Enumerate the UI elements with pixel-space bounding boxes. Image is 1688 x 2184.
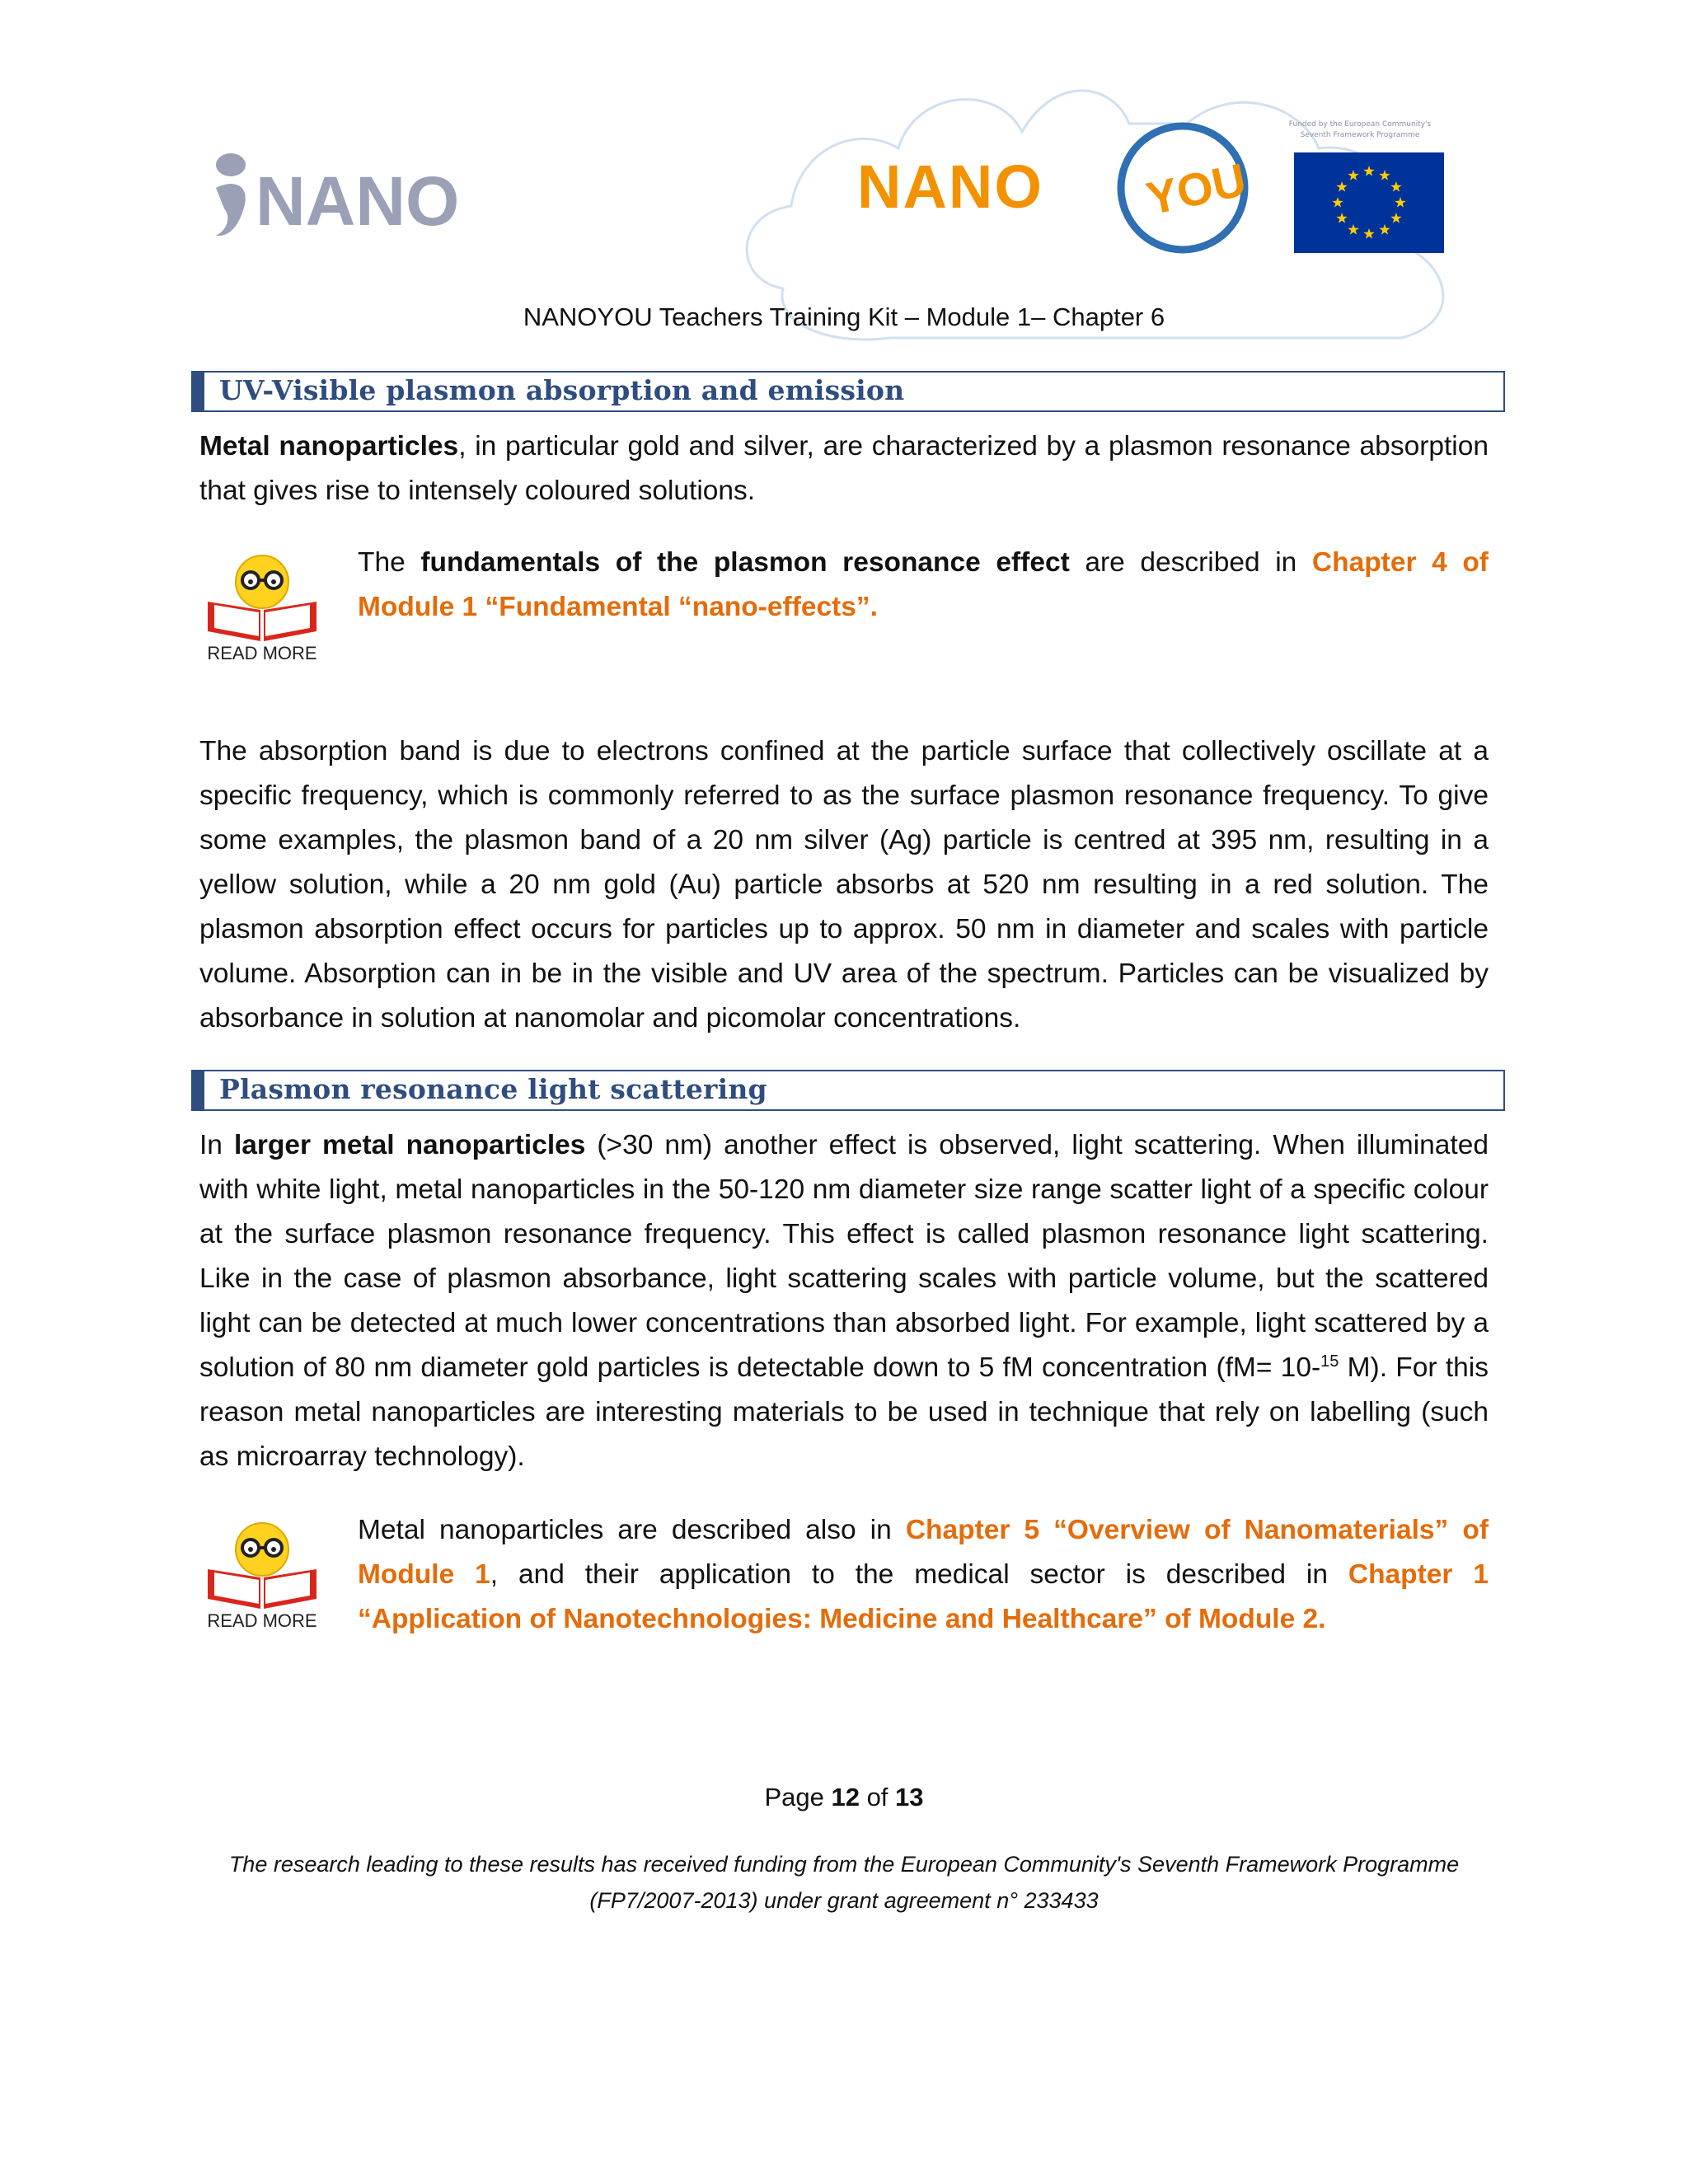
paragraph-text: In [199, 1130, 234, 1160]
bold-term: Metal nanoparticles [199, 431, 459, 462]
reading-smiley-icon [196, 1518, 328, 1610]
section-heading-text: Plasmon resonance light scattering [219, 1073, 767, 1105]
page-label: of [859, 1783, 896, 1811]
funding-line: The research leading to these results has received funding from the European Community's Seventh Framework Programme [228, 1852, 1460, 1877]
paragraph-absorption-band: The absorption band is due to electrons confined at the particle surface that collectively oscillate at a specific frequency, which is commonly referred to as the surface plasmon resonance frequency. To give some examples, the plasmon band of a 20 nm silver (Ag) particle is centred at 395 nm, resulting in a yellow solution, while a 20 nm gold (Au) particle absorbs at 520 nm resulting in a red solution. The plasmon absorption effect occurs for particles up to approx. 50 nm in diameter and scales with particle volume. Absorption can in be in the visible and UV area of the spectrum. Particles can be visualized by absorbance in solution at nanomolar and picomolar concentrations. [199, 736, 1489, 1033]
eu-caption-line2: Seventh Framework Programme [1300, 131, 1420, 139]
nanoyou-logo-circle-text: YOU [1142, 152, 1251, 225]
read-more-label: READ MORE [207, 1610, 317, 1631]
inano-logo [199, 138, 471, 246]
page-current: 12 [831, 1783, 860, 1811]
inano-logo-text: NANO [256, 162, 460, 240]
read-more-icon [196, 1518, 328, 1642]
eu-caption [1265, 120, 1455, 141]
section-heading-text: UV-Visible plasmon absorption and emission [219, 374, 905, 406]
chapter-reference: Chapter 1 “Application of Nanotechnologies: Medicine and Healthcare” of Module 2. [358, 1559, 1489, 1634]
funding-line: (FP7/2007-2013) under grant agreement n° 233433 [589, 1888, 1099, 1913]
page-label: Page [764, 1783, 832, 1811]
nanoyou-logo [857, 115, 1261, 264]
paragraph-light-scattering [199, 1123, 1489, 1479]
note-text: Metal nanoparticles are described also in [358, 1515, 906, 1545]
eu-flag-icon [1294, 152, 1444, 253]
read-more-label: READ MORE [207, 643, 317, 663]
bold-term: larger metal nanoparticles [233, 1130, 586, 1160]
read-more-note-1 [358, 541, 1489, 630]
read-more-note-2 [358, 1508, 1489, 1642]
funding-statement [165, 1846, 1523, 1919]
read-more-icon [196, 551, 328, 674]
note-bold: fundamentals of the plasmon resonance effect [420, 547, 1070, 578]
paragraph-text: (>30 nm) another effect is observed, light scattering. When illuminated with white light, metal nanoparticles in the 50-120 nm diameter size range scatter light of a specific colour at the surface plasmon resonance frequency. This effect is called plasmon resonance light scattering. Like in the case of plasmon absorbance, light scattering scales with particle volume, but the scattered light can be detected at much lower concentrations than absorbed light. For example, light scattered by a solution of 80 nm diameter gold particles is detectable down to 5 fM concentration (fM= 10- [199, 1130, 1489, 1383]
paragraph-metal-nanoparticles [199, 424, 1489, 513]
note-text: The [358, 547, 421, 578]
chapter-reference: Chapter 4 of Module 1 “Fundamental “nano-effects”. [358, 547, 1489, 622]
superscript: 15 [1320, 1352, 1339, 1371]
paragraph-text: M). For this reason metal nanoparticles are interesting materials to be used in technique that rely on labelling (such as microarray technology). [199, 1352, 1489, 1472]
eu-caption-line1: Funded by the European Community's [1288, 120, 1432, 129]
section-heading-uv-visible [191, 371, 1505, 412]
chapter-reference: Chapter 5 “Overview of Nanomaterials” of Module 1 [358, 1515, 1489, 1590]
paragraph-text: , in particular gold and silver, are characterized by a plasmon resonance absorption that gives rise to intensely coloured solutions. [199, 431, 1489, 506]
running-head: NANOYOU Teachers Training Kit – Module 1– Chapter 6 [523, 302, 1165, 331]
page-total: 13 [895, 1783, 924, 1811]
note-text: , and their application to the medical sector is described in [490, 1559, 1348, 1590]
nanoyou-logo-text: NANO [857, 152, 1043, 221]
page-number [0, 1783, 1688, 1812]
note-text: are described in [1069, 547, 1312, 578]
section-heading-light-scattering [191, 1070, 1505, 1111]
reading-smiley-icon [196, 551, 328, 643]
